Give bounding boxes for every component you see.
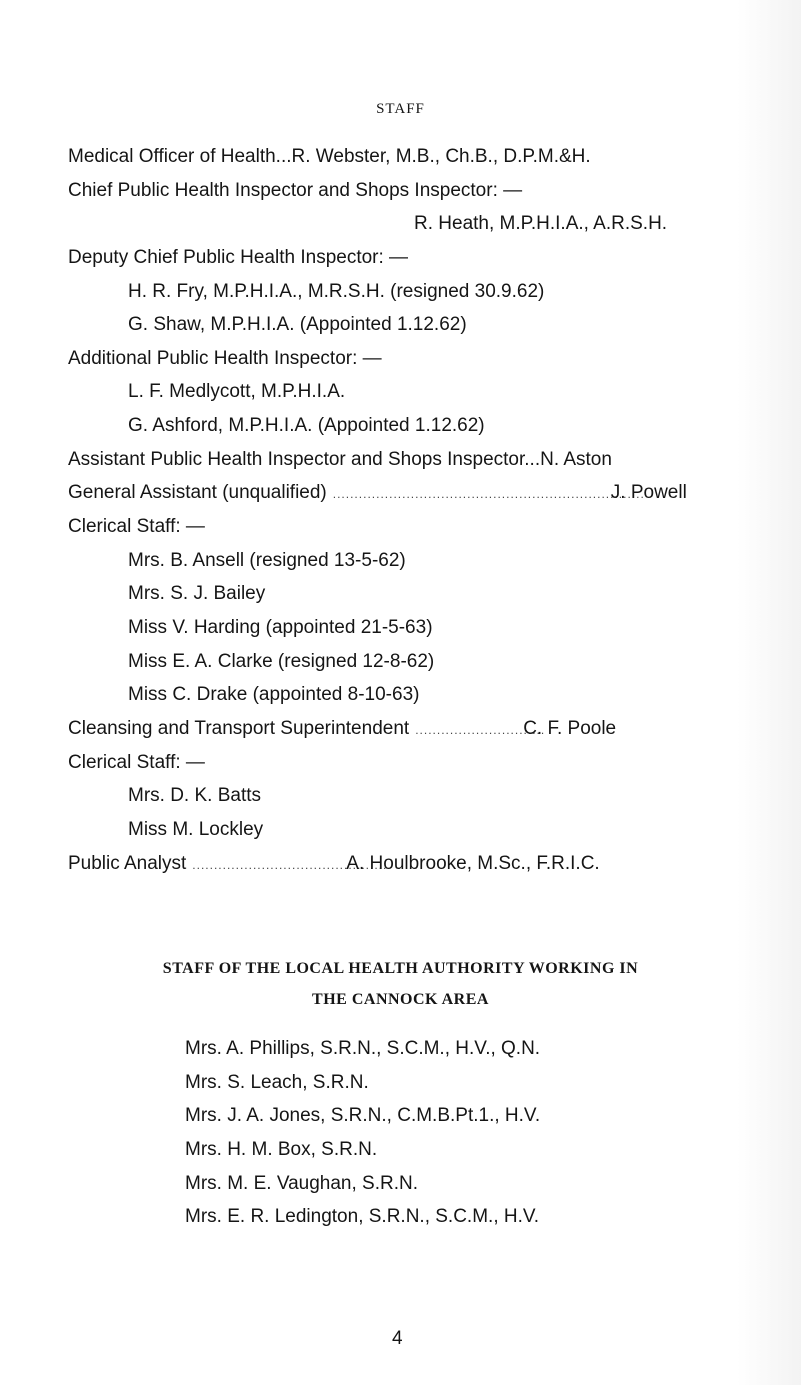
clerical-title: Clerical Staff: — xyxy=(68,516,205,537)
list-item: Mrs. M. E. Vaughan, S.R.N. xyxy=(185,1173,419,1194)
cphi-title: Chief Public Health Inspector and Shops Inspector: — xyxy=(68,180,523,201)
list-item: Mrs. H. M. Box, S.R.N. xyxy=(185,1139,378,1160)
analyst-name: A. Houlbrooke, M.Sc., F.R.I.C. xyxy=(346,853,600,874)
aphi-entry-1: L. F. Medlycott, M.P.H.I.A. xyxy=(128,381,346,402)
analyst-line xyxy=(68,853,758,876)
clerical-entry-2: Mrs. S. J. Bailey xyxy=(128,583,266,604)
section-title-line-1: STAFF OF THE LOCAL HEALTH AUTHORITY WORKING IN xyxy=(162,960,639,977)
general-assistant-name: J. Powell xyxy=(610,482,687,503)
dphi-entry-1: H. R. Fry, M.P.H.I.A., M.R.S.H. (resigned 30.9.62) xyxy=(128,281,545,302)
assistant-phi-line: Assistant Public Health Inspector and Shops Inspector...N. Aston xyxy=(68,449,612,470)
moh-line: Medical Officer of Health...R. Webster, M.B., Ch.B., D.P.M.&H. xyxy=(68,146,591,167)
clerical-entry-3: Miss V. Harding (appointed 21-5-63) xyxy=(128,617,433,638)
cleansing-label: Cleansing and Transport Superintendent xyxy=(68,718,410,739)
general-assistant-label: General Assistant (unqualified) xyxy=(68,482,327,503)
list-item: Mrs. J. A. Jones, S.R.N., C.M.B.Pt.1., H.V. xyxy=(185,1105,541,1126)
leader-dots: .............................. xyxy=(415,723,546,737)
aphi-title: Additional Public Health Inspector: — xyxy=(68,348,382,369)
cleansing-line xyxy=(68,718,748,741)
clerical2-entry-1: Mrs. D. K. Batts xyxy=(128,785,262,806)
analyst-label: Public Analyst xyxy=(68,853,187,874)
clerical-entry-4: Miss E. A. Clarke (resigned 12-8-62) xyxy=(128,651,435,672)
list-item: Mrs. S. Leach, S.R.N. xyxy=(185,1072,369,1093)
clerical-entry-1: Mrs. B. Ansell (resigned 13-5-62) xyxy=(128,550,406,571)
cphi-name: R. Heath, M.P.H.I.A., A.R.S.H. xyxy=(414,213,668,234)
leader-dots: ............................................. xyxy=(192,858,388,872)
leader-dots: ........................................................................ xyxy=(332,487,645,501)
aphi-entry-2: G. Ashford, M.P.H.I.A. (Appointed 1.12.62) xyxy=(128,415,485,436)
list-item: Mrs. A. Phillips, S.R.N., S.C.M., H.V., Q.N. xyxy=(185,1038,541,1059)
clerical2-entry-2: Miss M. Lockley xyxy=(128,819,264,840)
dphi-entry-2: G. Shaw, M.P.H.I.A. (Appointed 1.12.62) xyxy=(128,314,467,335)
list-item: Mrs. E. R. Ledington, S.R.N., S.C.M., H.V. xyxy=(185,1206,540,1227)
clerical2-title: Clerical Staff: — xyxy=(68,752,205,773)
section-title-line-2: THE CANNOCK AREA xyxy=(312,991,489,1008)
cleansing-name: C. F. Poole xyxy=(523,718,617,739)
clerical-entry-5: Miss C. Drake (appointed 8-10-63) xyxy=(128,684,420,705)
page-heading: STAFF xyxy=(376,101,425,117)
general-assistant-line xyxy=(68,482,738,505)
dphi-title: Deputy Chief Public Health Inspector: — xyxy=(68,247,409,268)
page-number: 4 xyxy=(392,1328,403,1349)
